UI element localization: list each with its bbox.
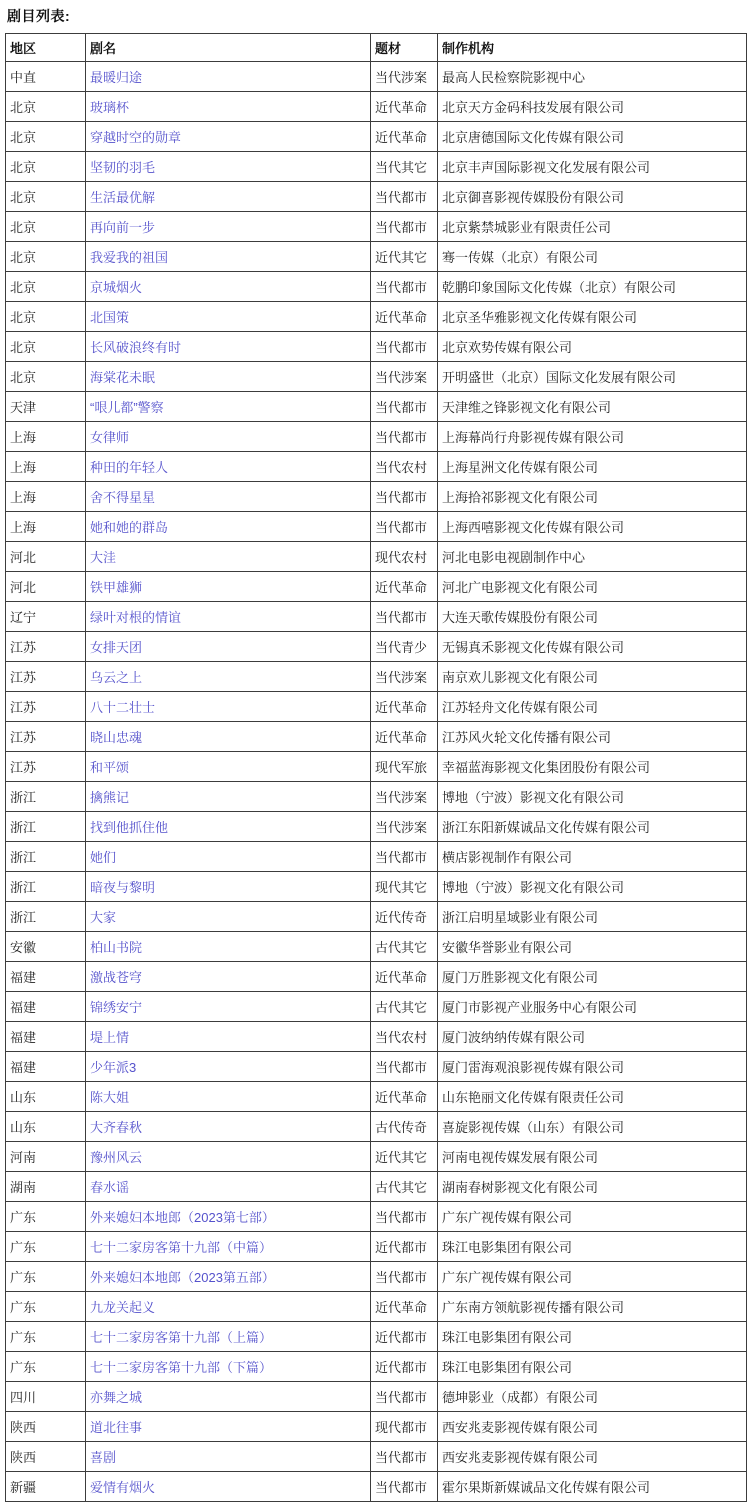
- table-row: [6, 542, 747, 572]
- producer-cell: 北京丰声国际影视文化发展有限公司: [438, 152, 747, 182]
- genre-cell: 当代都市: [371, 482, 438, 512]
- title-cell: [86, 602, 371, 632]
- genre-cell: 当代都市: [371, 332, 438, 362]
- table-row: [6, 872, 747, 902]
- genre-cell: 近代革命: [371, 722, 438, 752]
- region-cell: 北京: [6, 332, 86, 362]
- region-cell: 中直: [6, 62, 86, 92]
- title-link[interactable]: 大洼: [90, 550, 117, 565]
- genre-cell: 近代革命: [371, 1082, 438, 1112]
- title-cell: [86, 302, 371, 332]
- genre-cell: 近代都市: [371, 1232, 438, 1262]
- table-row: [6, 932, 747, 962]
- producer-cell: 湖南春树影视文化有限公司: [438, 1172, 747, 1202]
- region-cell: 江苏: [6, 632, 86, 662]
- region-cell: 上海: [6, 512, 86, 542]
- title-link[interactable]: 长风破浪终有时: [90, 340, 182, 355]
- title-cell: [86, 332, 371, 362]
- title-cell: [86, 212, 371, 242]
- table-row: [6, 212, 747, 242]
- title-link[interactable]: 晓山忠魂: [90, 730, 143, 745]
- producer-cell: 浙江启明星域影业有限公司: [438, 902, 747, 932]
- region-cell: 北京: [6, 182, 86, 212]
- genre-cell: 现代军旅: [371, 752, 438, 782]
- region-cell: 辽宁: [6, 602, 86, 632]
- genre-cell: 当代涉案: [371, 662, 438, 692]
- table-row: [6, 1412, 747, 1442]
- genre-cell: 现代其它: [371, 872, 438, 902]
- genre-cell: 当代都市: [371, 602, 438, 632]
- title-link[interactable]: 我爱我的祖国: [90, 250, 169, 265]
- title-link[interactable]: 找到他抓住他: [90, 820, 169, 835]
- title-link[interactable]: 暗夜与黎明: [90, 880, 156, 895]
- genre-cell: 当代都市: [371, 182, 438, 212]
- producer-cell: 北京欢势传媒有限公司: [438, 332, 747, 362]
- producer-cell: 上海拾祁影视文化有限公司: [438, 482, 747, 512]
- title-cell: [86, 722, 371, 752]
- region-cell: 北京: [6, 152, 86, 182]
- title-cell: [86, 242, 371, 272]
- table-row: [6, 962, 747, 992]
- genre-cell: 当代都市: [371, 272, 438, 302]
- title-cell: [86, 752, 371, 782]
- region-cell: 河南: [6, 1142, 86, 1172]
- title-link[interactable]: 种田的年轻人: [90, 460, 169, 475]
- producer-cell: 幸福蓝海影视文化集团股份有限公司: [438, 752, 747, 782]
- title-cell: [86, 1352, 371, 1382]
- table-row: [6, 362, 747, 392]
- producer-cell: 广东广视传媒有限公司: [438, 1262, 747, 1292]
- region-cell: 广东: [6, 1292, 86, 1322]
- table-row: [6, 152, 747, 182]
- region-cell: 上海: [6, 452, 86, 482]
- region-cell: 陕西: [6, 1442, 86, 1472]
- producer-cell: 山东艳丽文化传媒有限责任公司: [438, 1082, 747, 1112]
- producer-cell: 乾鹏印象国际文化传媒（北京）有限公司: [438, 272, 747, 302]
- title-link[interactable]: 大家: [90, 910, 117, 925]
- genre-cell: 近代革命: [371, 1292, 438, 1322]
- table-row: [6, 1052, 747, 1082]
- title-link[interactable]: 八十二壮士: [90, 700, 156, 715]
- title-cell: [86, 92, 371, 122]
- genre-cell: 当代农村: [371, 452, 438, 482]
- title-link[interactable]: 和平颂: [90, 760, 130, 775]
- region-cell: 新疆: [6, 1472, 86, 1502]
- title-link[interactable]: 七十二家房客第十九部（上篇）: [90, 1330, 273, 1345]
- genre-cell: 当代都市: [371, 1202, 438, 1232]
- region-cell: 江苏: [6, 752, 86, 782]
- title-cell: [86, 1382, 371, 1412]
- producer-cell: 安徽华誉影业有限公司: [438, 932, 747, 962]
- title-link[interactable]: 外来媳妇本地郎（2023第五部）: [90, 1270, 275, 1285]
- table-row: [6, 1112, 747, 1142]
- genre-cell: 当代都市: [371, 392, 438, 422]
- region-cell: 湖南: [6, 1172, 86, 1202]
- title-cell: [86, 632, 371, 662]
- table-row: [6, 1382, 747, 1412]
- genre-cell: 当代农村: [371, 1022, 438, 1052]
- table-row: [6, 992, 747, 1022]
- region-cell: 福建: [6, 992, 86, 1022]
- region-cell: 北京: [6, 92, 86, 122]
- table-row: [6, 1292, 747, 1322]
- region-cell: 北京: [6, 302, 86, 332]
- table-header-cell: 制作机构: [438, 34, 747, 62]
- producer-cell: 西安兆麦影视传媒有限公司: [438, 1412, 747, 1442]
- region-cell: 上海: [6, 482, 86, 512]
- producer-cell: 浙江东阳新媒诚品文化传媒有限公司: [438, 812, 747, 842]
- title-link[interactable]: 她和她的群岛: [90, 520, 169, 535]
- genre-cell: 近代都市: [371, 1352, 438, 1382]
- region-cell: 福建: [6, 962, 86, 992]
- region-cell: 天津: [6, 392, 86, 422]
- title-cell: [86, 692, 371, 722]
- title-link[interactable]: 少年派3: [90, 1060, 137, 1075]
- producer-cell: 河北电影电视剧制作中心: [438, 542, 747, 572]
- table-row: [6, 1082, 747, 1112]
- title-cell: [86, 842, 371, 872]
- table-row: [6, 392, 747, 422]
- genre-cell: 当代涉案: [371, 362, 438, 392]
- genre-cell: 当代都市: [371, 1442, 438, 1472]
- title-cell: [86, 452, 371, 482]
- title-link[interactable]: 九龙关起义: [90, 1300, 156, 1315]
- title-link[interactable]: 豫州风云: [90, 1150, 143, 1165]
- genre-cell: 当代都市: [371, 1262, 438, 1292]
- genre-cell: 近代革命: [371, 92, 438, 122]
- table-row: [6, 602, 747, 632]
- title-cell: [86, 902, 371, 932]
- table-row: [6, 1322, 747, 1352]
- table-row: [6, 122, 747, 152]
- table-row: [6, 1142, 747, 1172]
- producer-cell: 厦门万胜影视文化有限公司: [438, 962, 747, 992]
- genre-cell: 近代传奇: [371, 902, 438, 932]
- table-row: [6, 1472, 747, 1502]
- title-link[interactable]: 七十二家房客第十九部（中篇）: [90, 1240, 273, 1255]
- producer-cell: 骞一传媒（北京）有限公司: [438, 242, 747, 272]
- table-row: [6, 332, 747, 362]
- region-cell: 江苏: [6, 722, 86, 752]
- title-cell: [86, 1412, 371, 1442]
- title-link[interactable]: 陈大姐: [90, 1090, 130, 1105]
- region-cell: 北京: [6, 362, 86, 392]
- title-link[interactable]: 海棠花未眠: [90, 370, 156, 385]
- title-link[interactable]: 柏山书院: [90, 940, 143, 955]
- region-cell: 山东: [6, 1112, 86, 1142]
- title-link[interactable]: 舍不得星星: [90, 490, 156, 505]
- region-cell: 陕西: [6, 1412, 86, 1442]
- genre-cell: 现代农村: [371, 542, 438, 572]
- title-link[interactable]: 铁甲雄狮: [90, 580, 143, 595]
- table-row: [6, 182, 747, 212]
- genre-cell: 近代革命: [371, 572, 438, 602]
- title-link[interactable]: 坚韧的羽毛: [90, 160, 156, 175]
- title-link[interactable]: 乌云之上: [90, 670, 143, 685]
- table-row: [6, 662, 747, 692]
- producer-cell: 北京御喜影视传媒股份有限公司: [438, 182, 747, 212]
- region-cell: 上海: [6, 422, 86, 452]
- producer-cell: 河北广电影视文化有限公司: [438, 572, 747, 602]
- genre-cell: 近代革命: [371, 962, 438, 992]
- region-cell: 江苏: [6, 692, 86, 722]
- genre-cell: 近代革命: [371, 692, 438, 722]
- table-header-cell: 剧名: [86, 34, 371, 62]
- genre-cell: 当代都市: [371, 422, 438, 452]
- producer-cell: 西安兆麦影视传媒有限公司: [438, 1442, 747, 1472]
- table-row: [6, 272, 747, 302]
- table-row: [6, 902, 747, 932]
- title-link[interactable]: 亦舞之城: [90, 1390, 143, 1405]
- genre-cell: 现代都市: [371, 1412, 438, 1442]
- title-cell: [86, 542, 371, 572]
- title-cell: [86, 362, 371, 392]
- title-cell: [86, 992, 371, 1022]
- table-row: [6, 1352, 747, 1382]
- producer-cell: 北京圣华雅影视文化传媒有限公司: [438, 302, 747, 332]
- table-row: [6, 812, 747, 842]
- producer-cell: 天津维之锋影视文化有限公司: [438, 392, 747, 422]
- title-cell: [86, 1202, 371, 1232]
- title-cell: [86, 662, 371, 692]
- producer-cell: 上海西嘻影视文化传媒有限公司: [438, 512, 747, 542]
- title-link[interactable]: 最暖归途: [90, 70, 143, 85]
- table-row: [6, 722, 747, 752]
- table-row: [6, 1022, 747, 1052]
- programs-table: [5, 33, 747, 1502]
- region-cell: 浙江: [6, 812, 86, 842]
- producer-cell: 河南电视传媒发展有限公司: [438, 1142, 747, 1172]
- title-link[interactable]: 她们: [90, 850, 117, 865]
- title-cell: [86, 1442, 371, 1472]
- table-row: [6, 842, 747, 872]
- producer-cell: 博地（宁波）影视文化有限公司: [438, 782, 747, 812]
- title-cell: [86, 392, 371, 422]
- genre-cell: 近代革命: [371, 122, 438, 152]
- title-link[interactable]: 爱情有烟火: [90, 1480, 156, 1495]
- region-cell: 河北: [6, 542, 86, 572]
- region-cell: 浙江: [6, 872, 86, 902]
- title-cell: [86, 782, 371, 812]
- title-link[interactable]: 七十二家房客第十九部（下篇）: [90, 1360, 273, 1375]
- producer-cell: 南京欢儿影视文化有限公司: [438, 662, 747, 692]
- table-row: [6, 1172, 747, 1202]
- producer-cell: 北京紫禁城影业有限责任公司: [438, 212, 747, 242]
- title-cell: [86, 1172, 371, 1202]
- table-body: [6, 62, 747, 1502]
- region-cell: 北京: [6, 122, 86, 152]
- table-header-cell: 地区: [6, 34, 86, 62]
- region-cell: 浙江: [6, 782, 86, 812]
- title-link[interactable]: 穿越时空的勋章: [90, 130, 182, 145]
- producer-cell: 江苏轻舟文化传媒有限公司: [438, 692, 747, 722]
- title-link[interactable]: 女排天团: [90, 640, 143, 655]
- region-cell: 浙江: [6, 902, 86, 932]
- region-cell: 江苏: [6, 662, 86, 692]
- genre-cell: 古代其它: [371, 1172, 438, 1202]
- table-row: [6, 482, 747, 512]
- table-header-cell: 题材: [371, 34, 438, 62]
- genre-cell: 当代青少: [371, 632, 438, 662]
- title-link[interactable]: 外来媳妇本地郎（2023第七部）: [90, 1210, 275, 1225]
- producer-cell: 博地（宁波）影视文化有限公司: [438, 872, 747, 902]
- producer-cell: 江苏风火轮文化传播有限公司: [438, 722, 747, 752]
- title-link[interactable]: 堤上情: [90, 1030, 130, 1045]
- title-link[interactable]: 激战苍穹: [90, 970, 143, 985]
- region-cell: 福建: [6, 1052, 86, 1082]
- title-cell: [86, 272, 371, 302]
- title-cell: [86, 1232, 371, 1262]
- table-row: [6, 692, 747, 722]
- title-cell: [86, 1082, 371, 1112]
- region-cell: 四川: [6, 1382, 86, 1412]
- title-cell: [86, 512, 371, 542]
- genre-cell: 当代都市: [371, 512, 438, 542]
- table-row: [6, 782, 747, 812]
- title-cell: [86, 152, 371, 182]
- title-link[interactable]: 玻璃杯: [90, 100, 130, 115]
- table-row: [6, 422, 747, 452]
- table-header: [6, 34, 747, 62]
- title-link[interactable]: 大齐春秋: [90, 1120, 143, 1135]
- title-cell: [86, 1262, 371, 1292]
- title-cell: [86, 1322, 371, 1352]
- producer-cell: 德坤影业（成都）有限公司: [438, 1382, 747, 1412]
- title-link[interactable]: 春水谣: [90, 1180, 130, 1195]
- producer-cell: 广东广视传媒有限公司: [438, 1202, 747, 1232]
- genre-cell: 古代传奇: [371, 1112, 438, 1142]
- genre-cell: 当代都市: [371, 1052, 438, 1082]
- title-link[interactable]: 再向前一步: [90, 220, 156, 235]
- table-row: [6, 752, 747, 782]
- table-header-row: [6, 34, 747, 62]
- region-cell: 福建: [6, 1022, 86, 1052]
- region-cell: 广东: [6, 1262, 86, 1292]
- title-link[interactable]: 道北往事: [90, 1420, 143, 1435]
- title-cell: [86, 872, 371, 902]
- table-row: [6, 1262, 747, 1292]
- title-cell: [86, 422, 371, 452]
- producer-cell: 无锡真禾影视文化传媒有限公司: [438, 632, 747, 662]
- genre-cell: 当代涉案: [371, 62, 438, 92]
- table-row: [6, 572, 747, 602]
- table-row: [6, 1232, 747, 1262]
- genre-cell: 当代都市: [371, 212, 438, 242]
- title-cell: [86, 962, 371, 992]
- producer-cell: 霍尔果斯新媒诚品文化传媒有限公司: [438, 1472, 747, 1502]
- genre-cell: 当代都市: [371, 842, 438, 872]
- genre-cell: 近代都市: [371, 1322, 438, 1352]
- producer-cell: 大连天歌传媒股份有限公司: [438, 602, 747, 632]
- title-link[interactable]: 北国策: [90, 310, 130, 325]
- producer-cell: 广东南方领航影视传播有限公司: [438, 1292, 747, 1322]
- region-cell: 安徽: [6, 932, 86, 962]
- table-row: [6, 92, 747, 122]
- producer-cell: 厦门波纳纳传媒有限公司: [438, 1022, 747, 1052]
- title-link[interactable]: 锦绣安宁: [90, 1000, 143, 1015]
- genre-cell: 当代涉案: [371, 782, 438, 812]
- genre-cell: 近代其它: [371, 1142, 438, 1172]
- table-row: [6, 632, 747, 662]
- genre-cell: 近代革命: [371, 302, 438, 332]
- table-row: [6, 1202, 747, 1232]
- region-cell: 广东: [6, 1202, 86, 1232]
- producer-cell: 珠江电影集团有限公司: [438, 1352, 747, 1382]
- region-cell: 广东: [6, 1232, 86, 1262]
- producer-cell: 开明盛世（北京）国际文化发展有限公司: [438, 362, 747, 392]
- title-link[interactable]: 喜剧: [90, 1450, 117, 1465]
- producer-cell: 珠江电影集团有限公司: [438, 1322, 747, 1352]
- producer-cell: 北京天方金码科技发展有限公司: [438, 92, 747, 122]
- region-cell: 北京: [6, 242, 86, 272]
- region-cell: 山东: [6, 1082, 86, 1112]
- title-link[interactable]: 擒熊记: [90, 790, 130, 805]
- producer-cell: 上海星洲文化传媒有限公司: [438, 452, 747, 482]
- title-cell: [86, 62, 371, 92]
- genre-cell: 当代都市: [371, 1472, 438, 1502]
- genre-cell: 古代其它: [371, 992, 438, 1022]
- producer-cell: 厦门雷海观浪影视传媒有限公司: [438, 1052, 747, 1082]
- title-cell: [86, 1112, 371, 1142]
- title-link[interactable]: 绿叶对根的情谊: [90, 610, 182, 625]
- title-cell: [86, 932, 371, 962]
- title-cell: [86, 572, 371, 602]
- table-row: [6, 452, 747, 482]
- genre-cell: 近代其它: [371, 242, 438, 272]
- title-cell: [86, 812, 371, 842]
- producer-cell: 上海幕尚行舟影视传媒有限公司: [438, 422, 747, 452]
- title-cell: [86, 1472, 371, 1502]
- genre-cell: 当代涉案: [371, 812, 438, 842]
- genre-cell: 当代其它: [371, 152, 438, 182]
- producer-cell: 北京唐德国际文化传媒有限公司: [438, 122, 747, 152]
- title-cell: [86, 122, 371, 152]
- region-cell: 广东: [6, 1352, 86, 1382]
- page-title: 剧目列表:: [7, 8, 71, 24]
- table-row: [6, 1442, 747, 1472]
- table-row: [6, 512, 747, 542]
- title-cell: [86, 182, 371, 212]
- title-link[interactable]: 京城烟火: [90, 280, 143, 295]
- title-link[interactable]: 生活最优解: [90, 190, 156, 205]
- producer-cell: 最高人民检察院影视中心: [438, 62, 747, 92]
- table-row: [6, 302, 747, 332]
- title-link[interactable]: “哏儿都”警察: [90, 400, 164, 415]
- region-cell: 河北: [6, 572, 86, 602]
- producer-cell: 喜旋影视传媒（山东）有限公司: [438, 1112, 747, 1142]
- title-cell: [86, 1022, 371, 1052]
- table-row: [6, 242, 747, 272]
- producer-cell: 厦门市影视产业服务中心有限公司: [438, 992, 747, 1022]
- title-cell: [86, 1292, 371, 1322]
- producer-cell: 珠江电影集团有限公司: [438, 1232, 747, 1262]
- genre-cell: 当代都市: [371, 1382, 438, 1412]
- region-cell: 广东: [6, 1322, 86, 1352]
- producer-cell: 横店影视制作有限公司: [438, 842, 747, 872]
- genre-cell: 古代其它: [371, 932, 438, 962]
- title-cell: [86, 482, 371, 512]
- region-cell: 浙江: [6, 842, 86, 872]
- region-cell: 北京: [6, 272, 86, 302]
- title-cell: [86, 1052, 371, 1082]
- table-row: [6, 62, 747, 92]
- region-cell: 北京: [6, 212, 86, 242]
- title-cell: [86, 1142, 371, 1172]
- title-link[interactable]: 女律师: [90, 430, 130, 445]
